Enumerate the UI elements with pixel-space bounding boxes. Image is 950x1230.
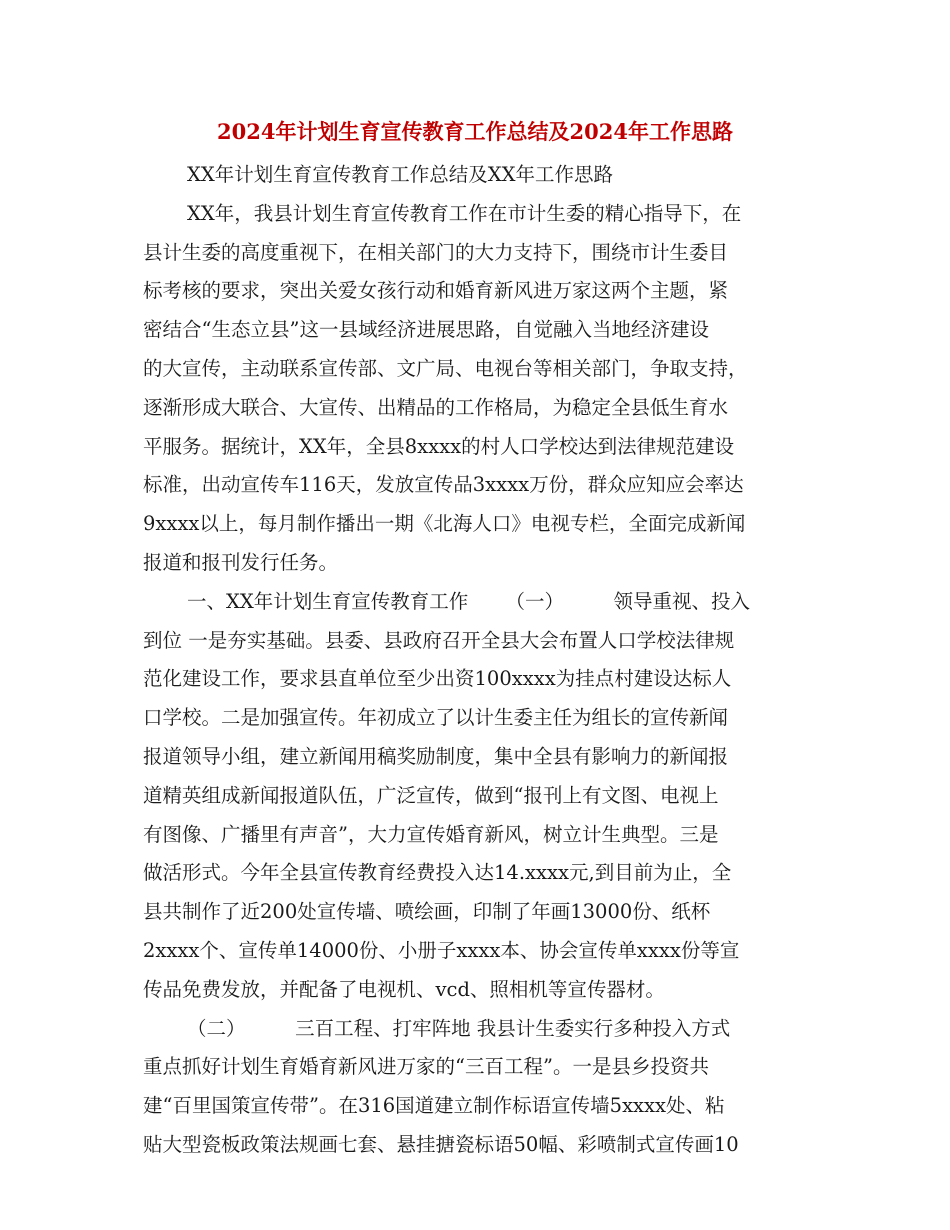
text-line: 传品免费发放，并配备了电视机、vcd、照相机等宣传器材。 (143, 977, 665, 1001)
text-line: XX年，我县计划生育宣传教育工作在市计生委的精心指导下，在 (187, 201, 742, 225)
text-line: 到位 一是夯实基础。县委、县政府召开全县大会布置人口学校法律规 (143, 628, 735, 652)
text-line: （二） 三百工程、打牢阵地 我县计生委实行多种投入方式 (187, 1016, 731, 1040)
text-line: 一、XX年计划生育宣传教育工作 （一） 领导重视、投入 (187, 589, 751, 613)
text-line: 道精英组成新闻报道队伍，广泛宣传，做到“报刊上有文图、电视上 (143, 783, 719, 807)
text-line: 逐渐形成大联合、大宣传、出精品的工作格局，为稳定全县低生育水 (143, 395, 729, 419)
text-line: 县计生委的高度重视下，在相关部门的大力支持下，围绕市计生委目 (143, 240, 729, 264)
text-line: 密结合“生态立县”这一县域经济进展思路，自觉融入当地经济建设 (143, 318, 709, 342)
text-line: 口学校。二是加强宣传。年初成立了以计生委主任为组长的宣传新闻 (143, 706, 729, 730)
text-line: 贴大型瓷板政策法规画七套、悬挂搪瓷标语50幅、彩喷制式宣传画10 (143, 1132, 739, 1156)
text-line: 的大宣传，主动联系宣传部、文广局、电视台等相关部门，争取支持， (143, 356, 748, 380)
text-line: 县共制作了近200处宣传墙、喷绘画，印制了年画13000份、纸杯 (143, 900, 711, 924)
text-line: XX年计划生育宣传教育工作总结及XX年工作思路 (187, 163, 614, 186)
document-body (143, 156, 807, 1165)
text-line: 重点抓好计划生育婚育新风进万家的“三百工程”。一是县乡投资共 (143, 1055, 709, 1079)
text-line: 报道和报刊发行任务。 (143, 550, 339, 574)
text-line: 范化建设工作，要求县直单位至少出资100xxxx为挂点村建设达标人 (143, 667, 732, 691)
text-line: 标准，出动宣传车116天，发放宣传品3xxxx万份，群众应知应会率达 (143, 473, 744, 497)
text-line: 标考核的要求，突出关爱女孩行动和婚育新风进万家这两个主题，紧 (143, 279, 729, 303)
text-line: 有图像、广播里有声音”，大力宣传婚育新风，树立计生典型。三是 (143, 822, 719, 846)
text-line: 平服务。据统计，XX年，全县8xxxx的村人口学校达到法律规范建设 (143, 434, 735, 458)
text-line: 报道领导小组，建立新闻用稿奖励制度，集中全县有影响力的新闻报 (143, 744, 729, 768)
text-line: 做活形式。今年全县宣传教育经费投入达14.xxxx元,到目前为止，全 (143, 861, 732, 885)
text-line: 建“百里国策宣传带”。在316国道建立制作标语宣传墙5xxxx处、粘 (143, 1094, 725, 1118)
text-line: 9xxxx以上，每月制作播出一期《北海人口》电视专栏，全面完成新闻 (143, 512, 746, 536)
document-title: 2024年计划生育宣传教育工作总结及2024年工作思路 (217, 119, 733, 144)
text-line: 2xxxx个、宣传单14000份、小册子xxxx本、协会宣传单xxxx份等宣 (143, 938, 740, 962)
